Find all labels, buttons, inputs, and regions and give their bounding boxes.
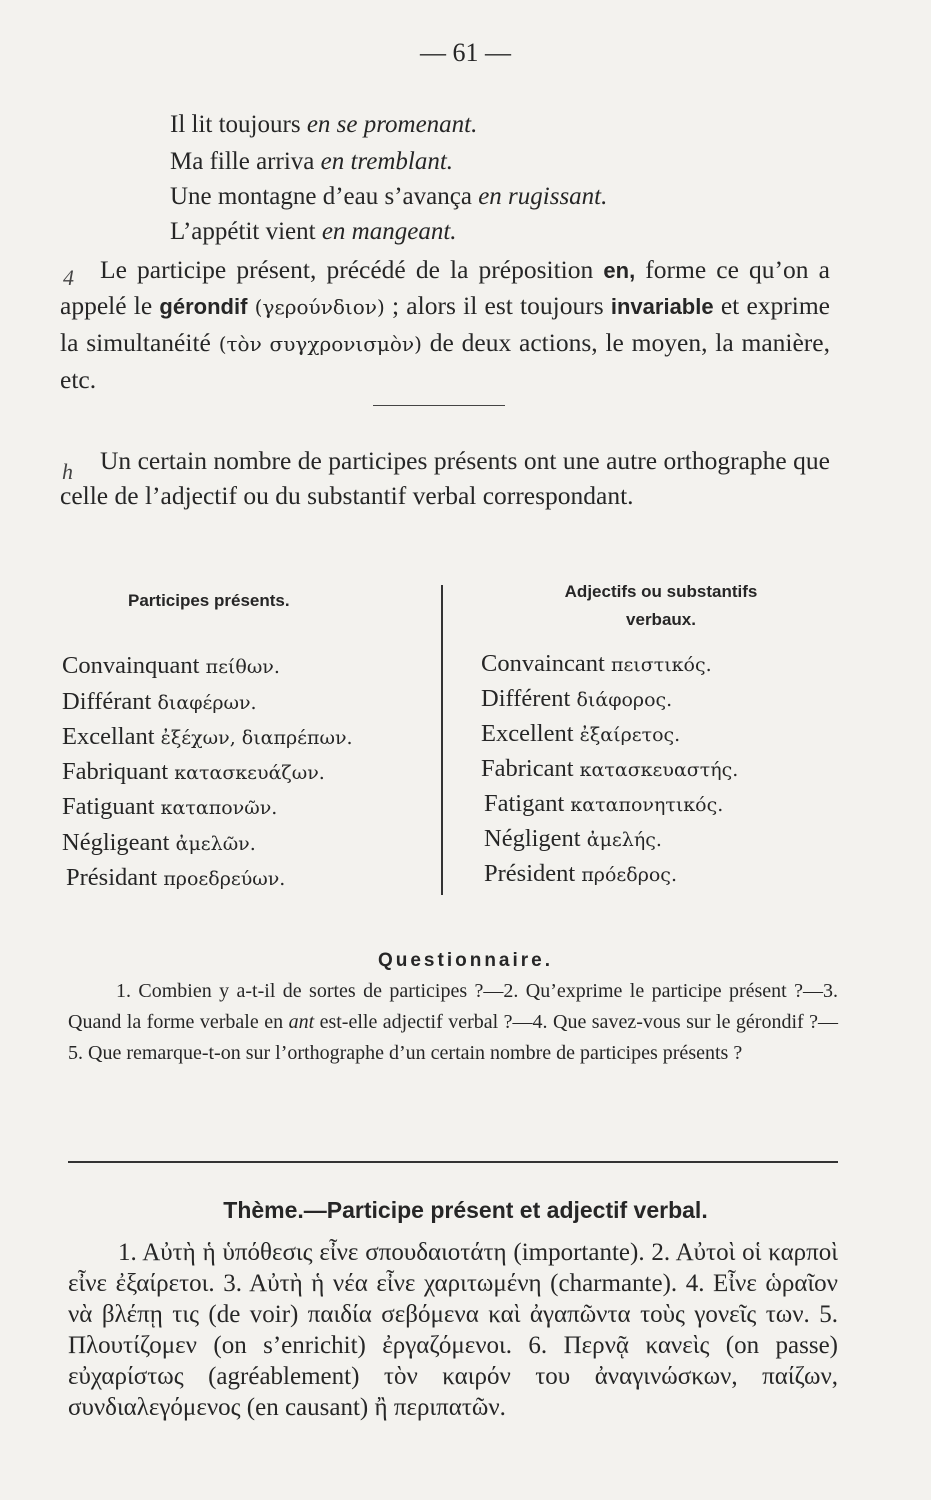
theme-text: 1. Αὐτὴ ἡ ὑπόθεσις εἶνε σπουδαιοτάτη (importante). 2. Αὐτοὶ οἱ καρποὶ εἶνε ἐξαίρετοι. 3. Αὐτὴ ἡ νέα εἶνε χαριτωμένη (charmante). 4. Εἶνε ὡραῖον νὰ βλέπῃ τις (de voir) παιδία σεβόμενα καὶ ἀγαπῶντα τοὺς γονεῖς των. 5. Πλουτίζομεν (on s’enrichit) ἐργαζόμενοι. 6. Περνᾷ κανεὶς (on passe) εὐχαρίστως (agréablement) τὸν καιρόν του ἀναγινώσκων, παίζων, συνδιαλεγόμενος (en causant) ἢ περιπατῶν. xyxy=(68,1239,838,1421)
table-row-right xyxy=(484,825,662,853)
greek-translation: διάφορος. xyxy=(576,689,673,711)
greek-translation: ἀμελῶν. xyxy=(175,833,256,855)
table-row-right xyxy=(484,790,723,818)
rule-text: de deux actions, le moyen, la manière, etc. xyxy=(60,328,830,394)
example-line xyxy=(170,180,607,214)
greek-translation: πρόεδρος. xyxy=(581,864,677,886)
question-text: est-elle adjectif verbal ?—4. Que savez-vous sur le gérondif ?—5. Que remarque-t-on sur l’orthographe d’un certain nombre de participes présents ? xyxy=(68,1011,838,1064)
example-italic: en rugissant. xyxy=(478,183,608,210)
right-column-header xyxy=(441,578,881,634)
greek-translation: κατασκευάζων. xyxy=(174,762,325,784)
participle: Négligeant xyxy=(62,829,170,856)
example-line xyxy=(170,108,477,142)
table-row-left xyxy=(66,864,285,892)
example-italic: en se promenant. xyxy=(306,111,478,138)
right-header-line: Adjectifs ou substantifs xyxy=(564,582,758,601)
example-line xyxy=(170,145,453,179)
column-separator xyxy=(441,585,443,895)
example-italic: en mangeant. xyxy=(321,218,457,245)
example-text: Ma fille arriva xyxy=(170,148,321,175)
margin-mark: h xyxy=(62,459,73,484)
adjective: Négligent xyxy=(484,825,581,852)
question-italic: ant xyxy=(288,1011,315,1033)
example-text: Il lit toujours xyxy=(170,111,307,138)
greek-translation: πειστικός. xyxy=(610,654,712,676)
rule-text: ; alors il est toujours xyxy=(384,291,611,320)
greek-translation: καταπονῶν. xyxy=(160,797,278,819)
table-row-left xyxy=(62,652,280,680)
question-text: 1. Combien y a-t-il de sortes de participes ?—2. Qu’exprime le participe présent ?—3. Quand la forme verbale en xyxy=(68,980,838,1033)
table-row-right xyxy=(481,720,680,748)
rule-term: invariable xyxy=(610,294,714,319)
participle: Fatiguant xyxy=(62,793,155,820)
rule-text: forme ce qu’on a appelé le xyxy=(60,255,830,320)
participle: Présidant xyxy=(66,864,158,891)
adjective: Fatigant xyxy=(484,790,565,817)
table-row-left xyxy=(62,829,256,857)
table-row-right xyxy=(481,685,672,713)
right-header-line: verbaux. xyxy=(626,610,696,629)
example-text: L’appétit vient xyxy=(170,218,322,245)
questionnaire-title: Questionnaire. xyxy=(377,950,554,971)
spelling-note-text: Un certain nombre de participes présents ont une autre orthographe que celle de l’adjectif ou du substantif verbal correspondant. xyxy=(60,446,830,510)
greek-translation: πείθων. xyxy=(205,656,280,678)
example-text: Une montagne d’eau s’avança xyxy=(170,183,479,210)
participle: Convainquant xyxy=(62,652,200,679)
table-row-right xyxy=(481,650,712,678)
table-row-right xyxy=(481,755,738,783)
table-row-left xyxy=(62,758,325,786)
table-row-left xyxy=(62,688,257,716)
greek-translation: ἀμελής. xyxy=(586,829,662,851)
margin-mark: 4 xyxy=(63,265,74,290)
participle: Différant xyxy=(62,688,152,715)
questionnaire-text xyxy=(68,976,838,1069)
adjective: Convaincant xyxy=(481,650,605,677)
greek-translation: ἐξέχων, διαπρέπων. xyxy=(160,727,353,749)
rule-text: Le participe présent, précédé de la préposition xyxy=(100,255,604,284)
greek-gloss: (γερούνδιον) xyxy=(254,295,385,319)
greek-translation: προεδρεύων. xyxy=(163,868,286,890)
section-divider-thick xyxy=(68,1161,838,1163)
adjective: Président xyxy=(484,860,576,887)
theme-title: Thème.—Participe présent et adjectif verbal. xyxy=(223,1197,708,1223)
rule-term: en, xyxy=(603,258,636,283)
example-italic: en tremblant. xyxy=(320,148,454,175)
section-divider xyxy=(373,405,505,406)
gerund-rule-paragraph xyxy=(60,252,830,397)
greek-gloss: (τὸν συγχρονισμὸν) xyxy=(218,332,422,356)
table-row-left xyxy=(62,793,277,821)
greek-translation: κατασκευαστής. xyxy=(579,759,739,781)
theme-exercise xyxy=(68,1237,838,1423)
spelling-note-paragraph xyxy=(60,443,830,513)
page-number: — 61 — xyxy=(420,38,511,67)
greek-translation: καταπονητικός. xyxy=(570,794,724,816)
greek-translation: ἐξαίρετος. xyxy=(579,724,681,746)
table-row-left xyxy=(62,723,353,751)
participle: Fabriquant xyxy=(62,758,169,785)
adjective: Excellent xyxy=(481,720,574,747)
rule-term: gérondif xyxy=(159,294,248,319)
example-line xyxy=(170,215,457,249)
adjective: Différent xyxy=(481,685,571,712)
participle: Excellant xyxy=(62,723,155,750)
table-row-right xyxy=(484,860,677,888)
greek-translation: διαφέρων. xyxy=(157,692,257,714)
left-column-header: Participes présents. xyxy=(128,591,290,610)
adjective: Fabricant xyxy=(481,755,574,782)
rule-text: et exprime la simultanéité xyxy=(60,291,831,357)
